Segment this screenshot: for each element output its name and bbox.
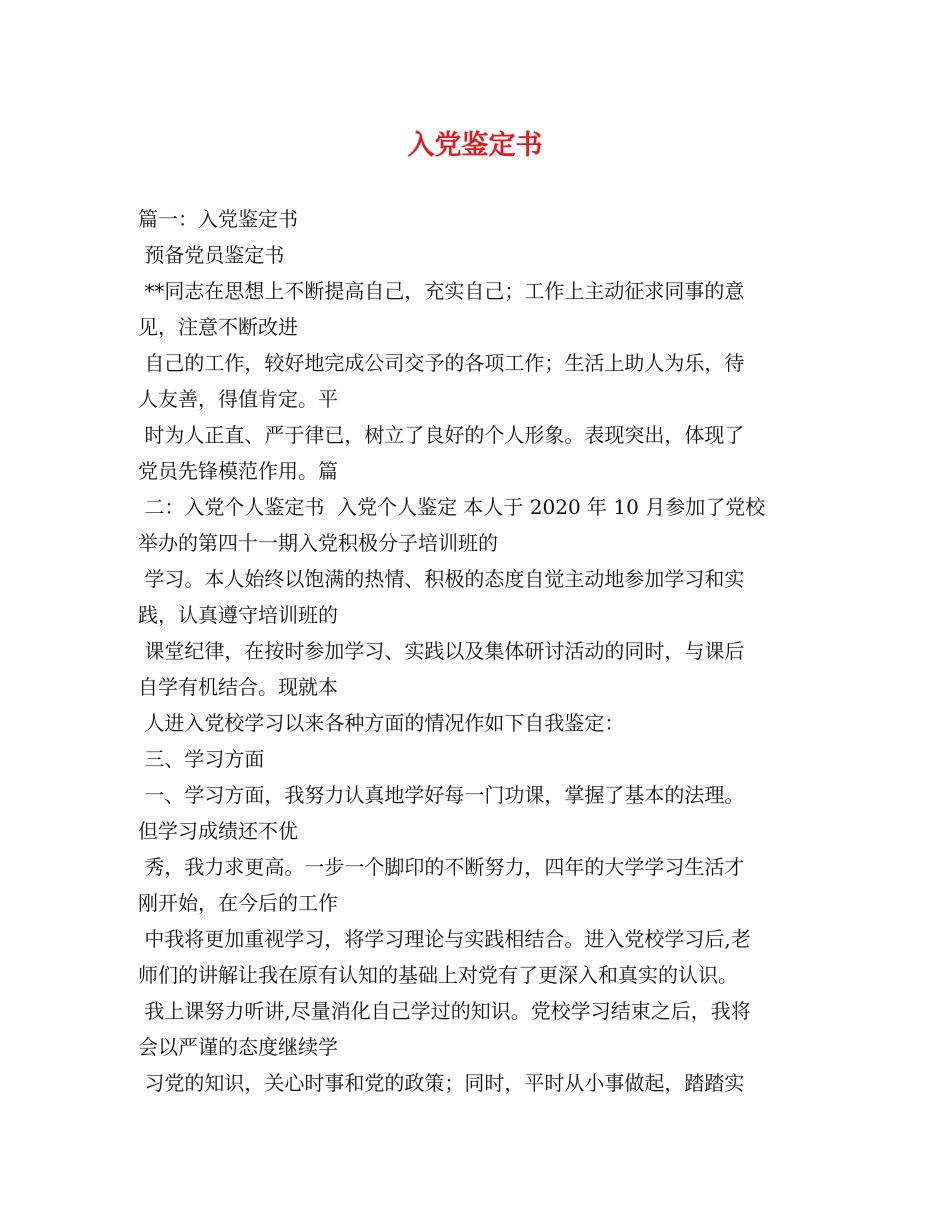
text-line: 我上课努力听讲,尽量消化自己学过的知识。党校学习结束之后，我将: [138, 999, 751, 1023]
text-line: 但学习成绩还不优: [138, 819, 298, 843]
text-line: 时为人正直、严于律已，树立了良好的个人形象。表现突出，体现了: [138, 423, 745, 447]
text-line: 篇一：入党鉴定书: [138, 207, 298, 231]
text-line: 中我将更加重视学习，将学习理论与实践相结合。进入党校学习后,老: [138, 927, 751, 951]
text-line: 师们的讲解让我在原有认知的基础上对党有了更深入和真实的认识。: [138, 963, 738, 987]
text-line: 刚开始，在今后的工作: [138, 891, 338, 915]
text-line: 践，认真遵守培训班的: [138, 603, 338, 627]
text-line: 自学有机结合。现就本: [138, 675, 338, 699]
text-line: 人友善，得值肯定。平: [138, 387, 338, 411]
text-line: 课堂纪律，在按时参加学习、实践以及集体研讨活动的同时，与课后: [138, 639, 745, 663]
text-line: 自己的工作，较好地完成公司交予的各项工作；生活上助人为乐，待: [138, 351, 745, 375]
text-line: 举办的第四十一期入党积极分子培训班的: [138, 531, 498, 555]
text-line: 习党的知识，关心时事和党的政策；同时，平时从小事做起，踏踏实: [138, 1071, 745, 1095]
document-title: 入党鉴定书: [407, 130, 543, 161]
text-line: 见，注意不断改进: [138, 315, 298, 339]
text-line: 人进入党校学习以来各种方面的情况作如下自我鉴定：: [138, 711, 625, 735]
text-line: 会以严谨的态度继续学: [138, 1035, 338, 1059]
text-line: 三、学习方面: [138, 747, 265, 771]
document-body: [138, 201, 818, 1101]
text-line: 一、学习方面，我努力认真地学好每一门功课，掌握了基本的法理。: [138, 783, 745, 807]
text-line: 学习。本人始终以饱满的热情、积极的态度自觉主动地参加学习和实: [138, 567, 745, 591]
text-line: **同志在思想上不断提高自己，充实自己；工作上主动征求同事的意: [138, 279, 745, 303]
text-line: 预备党员鉴定书: [138, 243, 285, 267]
text-line: 二：入党个人鉴定书 入党个人鉴定 本人于 2020 年 10 月参加了党校: [138, 495, 766, 519]
text-line: 党员先锋模范作用。篇: [138, 459, 338, 483]
text-line: 秀，我力求更高。一步一个脚印的不断努力，四年的大学学习生活才: [138, 855, 745, 879]
